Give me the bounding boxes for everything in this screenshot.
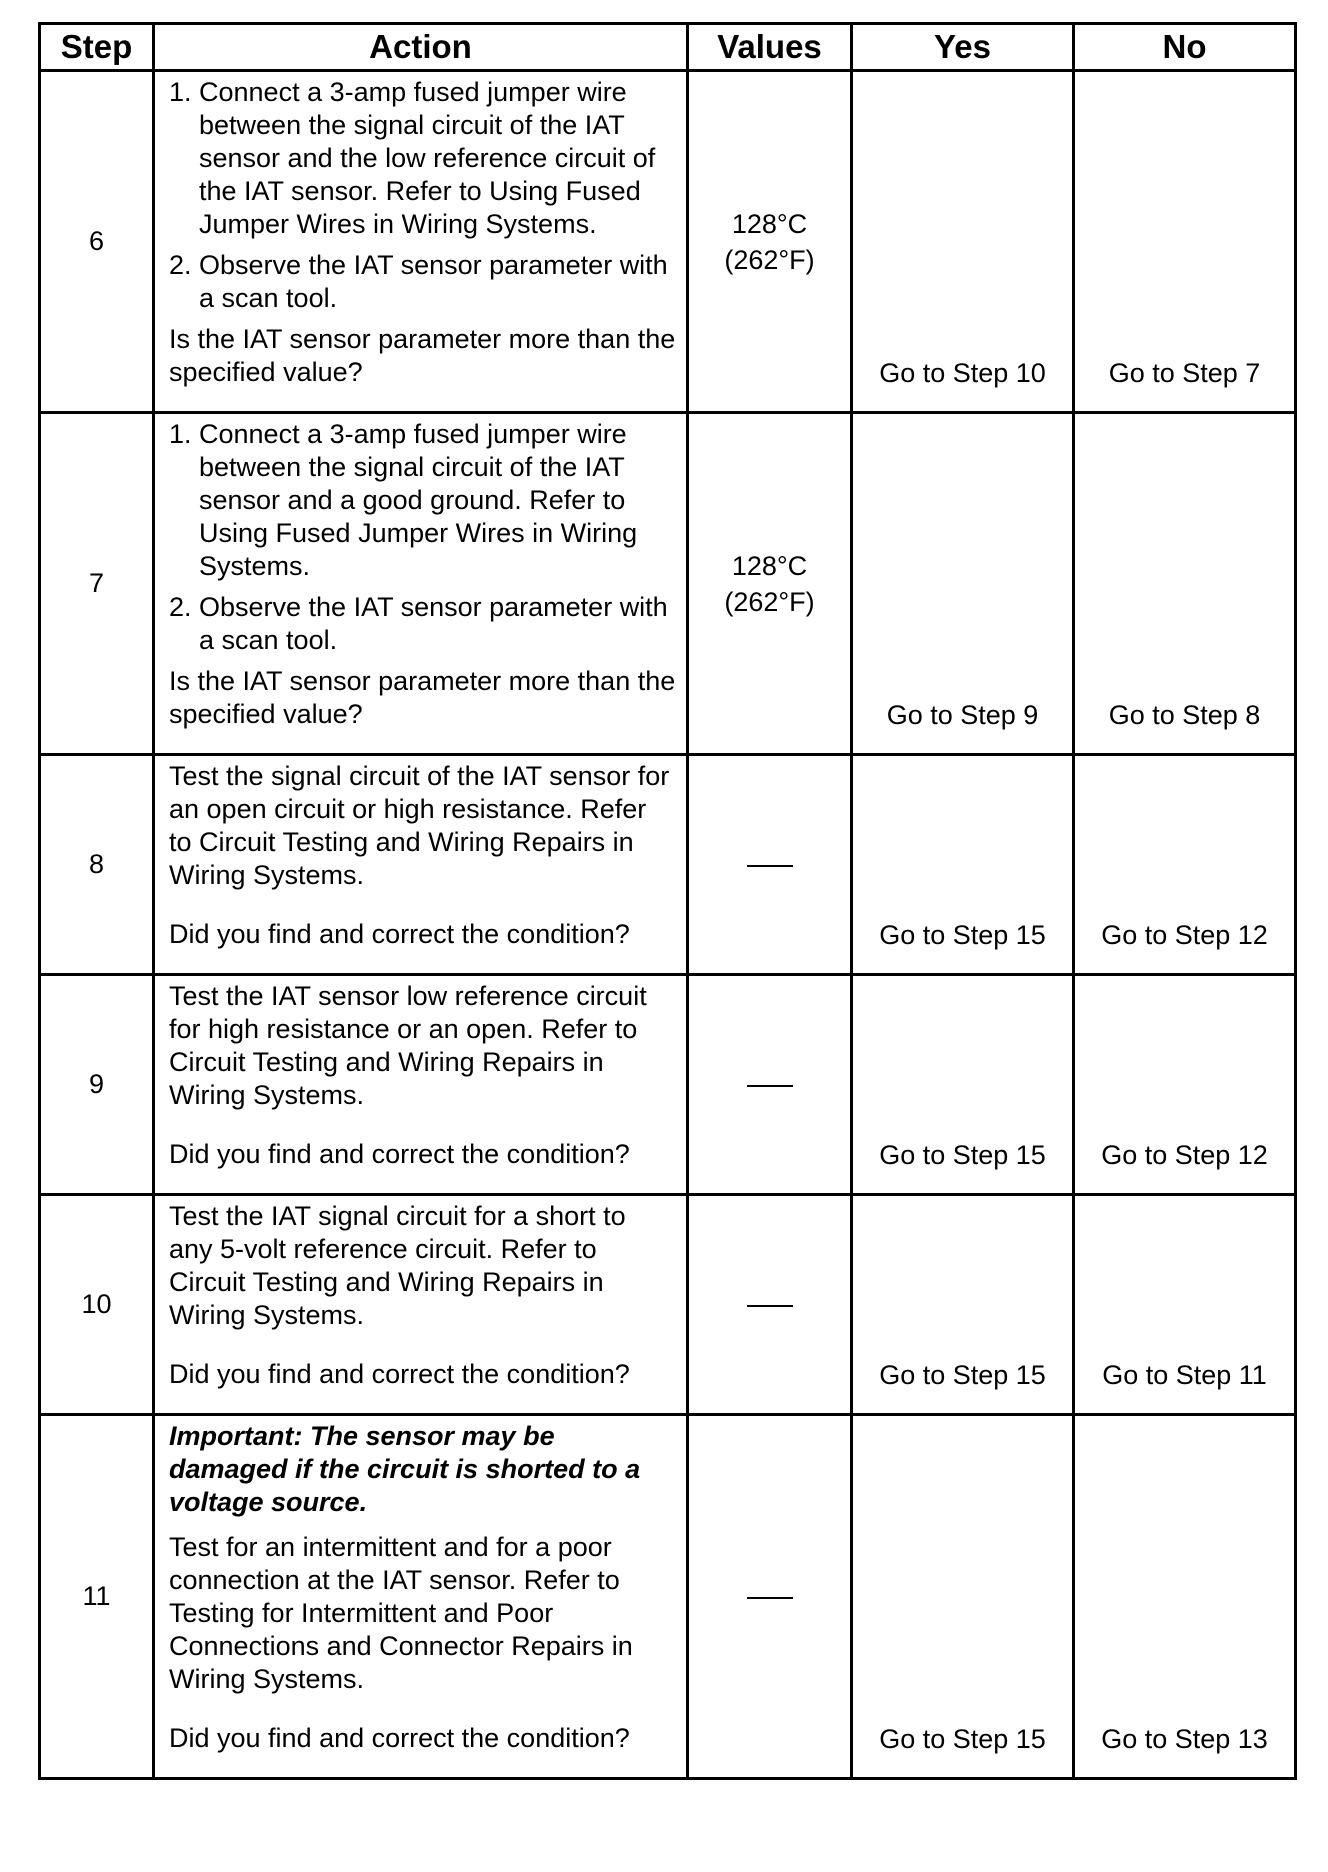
action-list: [169, 76, 676, 315]
table-row-step-7: [40, 413, 1296, 755]
yes-cell: Go to Step 10: [852, 71, 1074, 413]
value-fahrenheit: (262°F): [724, 244, 815, 275]
table-row-step-9: [40, 975, 1296, 1195]
header-row: [40, 24, 1296, 71]
empty-value-dash: [747, 1085, 793, 1087]
no-cell: Go to Step 12: [1074, 975, 1296, 1195]
empty-value-dash: [747, 865, 793, 867]
step-number: 6: [40, 71, 154, 413]
step-number: 8: [40, 755, 154, 975]
value-cell: [688, 755, 852, 975]
no-cell: Go to Step 7: [1074, 71, 1296, 413]
no-cell: Go to Step 8: [1074, 413, 1296, 755]
value-fahrenheit: (262°F): [724, 586, 815, 617]
action-text: Test the IAT signal circuit for a short to any 5-volt reference circuit. Refer to Circuit Testing and Wiring Repairs in Wiring Systems.: [169, 1201, 626, 1330]
step-number: 7: [40, 413, 154, 755]
yes-cell: Go to Step 15: [852, 755, 1074, 975]
value-cell: [688, 1415, 852, 1779]
step-number: 9: [40, 975, 154, 1195]
action-cell: [154, 413, 688, 755]
value-celsius: 128°C: [731, 208, 808, 239]
table-row-step-8: [40, 755, 1296, 975]
value-cell: [688, 71, 852, 413]
header-values: Values: [688, 24, 852, 71]
empty-value-dash: [747, 1305, 793, 1307]
yes-cell: Go to Step 15: [852, 1415, 1074, 1779]
action-text: Test for an intermittent and for a poor connection at the IAT sensor. Refer to Testing for Intermittent and Poor Connections and Connector Repairs in Wiring Systems.: [169, 1532, 633, 1694]
table-row-step-11: [40, 1415, 1296, 1779]
action-item: 2. Observe the IAT sensor parameter with a scan tool.: [169, 592, 668, 655]
important-note: Important: The sensor may be damaged if the circuit is shorted to a voltage source.: [169, 1421, 641, 1517]
action-cell: [154, 975, 688, 1195]
value-cell: [688, 1195, 852, 1415]
action-list: [169, 418, 676, 657]
no-cell: Go to Step 13: [1074, 1415, 1296, 1779]
table-row-step-6: [40, 71, 1296, 413]
action-question: Did you find and correct the condition?: [169, 1723, 630, 1753]
action-cell: [154, 755, 688, 975]
header-step: Step: [40, 24, 154, 71]
yes-cell: Go to Step 15: [852, 975, 1074, 1195]
action-cell: [154, 1415, 688, 1779]
action-question: Did you find and correct the condition?: [169, 1139, 630, 1169]
yes-cell: Go to Step 9: [852, 413, 1074, 755]
no-cell: Go to Step 12: [1074, 755, 1296, 975]
action-item: 2. Observe the IAT sensor parameter with a scan tool.: [169, 250, 668, 313]
step-number: 11: [40, 1415, 154, 1779]
diagnostic-table: [38, 22, 1297, 1780]
table-row-step-10: [40, 1195, 1296, 1415]
header-action: Action: [154, 24, 688, 71]
empty-value-dash: [747, 1597, 793, 1599]
action-item: 1. Connect a 3-amp fused jumper wire between the signal circuit of the IAT sensor and a good ground. Refer to Using Fused Jumper Wires in Wiring Systems.: [169, 419, 638, 581]
action-question: Is the IAT sensor parameter more than the specified value?: [169, 666, 676, 729]
action-cell: [154, 71, 688, 413]
action-question: Did you find and correct the condition?: [169, 919, 630, 949]
value-cell: [688, 975, 852, 1195]
no-cell: Go to Step 11: [1074, 1195, 1296, 1415]
action-text: Test the IAT sensor low reference circuit for high resistance or an open. Refer to Circuit Testing and Wiring Repairs in Wiring Systems.: [169, 981, 647, 1110]
yes-cell: Go to Step 15: [852, 1195, 1074, 1415]
action-question: Did you find and correct the condition?: [169, 1359, 630, 1389]
value-cell: [688, 413, 852, 755]
header-no: No: [1074, 24, 1296, 71]
action-text: Test the signal circuit of the IAT sensor for an open circuit or high resistance. Refer to Circuit Testing and Wiring Repairs in Wiring Systems.: [169, 761, 670, 890]
step-number: 10: [40, 1195, 154, 1415]
action-question: Is the IAT sensor parameter more than the specified value?: [169, 324, 676, 387]
value-celsius: 128°C: [731, 550, 808, 581]
action-item: 1. Connect a 3-amp fused jumper wire between the signal circuit of the IAT sensor and the low reference circuit of the IAT sensor. Refer to Using Fused Jumper Wires in Wiring Systems.: [169, 77, 656, 239]
header-yes: Yes: [852, 24, 1074, 71]
action-cell: [154, 1195, 688, 1415]
